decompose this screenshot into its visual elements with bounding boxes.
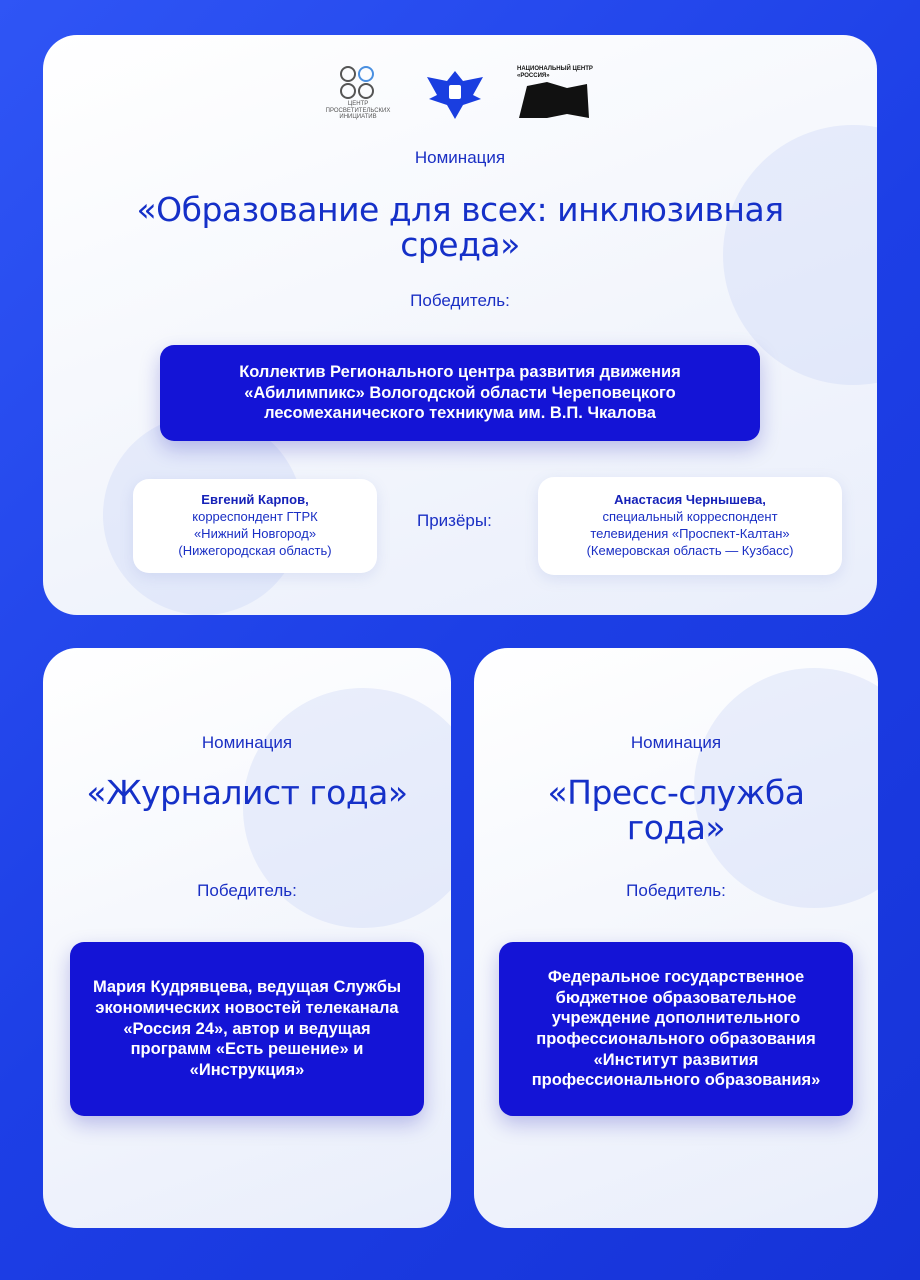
nomination-card-journalist [43, 648, 451, 1228]
prizes-label: Призёры: [417, 511, 492, 530]
winner-box: Мария Кудрявцева, ведущая Службы экономических новостей телеканала «Россия 24», автор и ведущая программ «Есть решение» и «Инструкция» [70, 942, 424, 1116]
logos [43, 65, 877, 121]
nomination-card-inclusive [43, 35, 877, 615]
nomination-card-press-service [474, 648, 878, 1228]
winner-label: Победитель: [197, 881, 297, 900]
prize-card: Анастасия Чернышева, специальный корреспондент телевидения «Проспект-Калтан» (Кемеровская область — Кузбасс) [538, 477, 842, 575]
nomination-label: Номинация [630, 733, 722, 752]
nomination-label: Номинация [201, 733, 293, 752]
winner-box: Федеральное государственное бюджетное образовательное учреждение дополнительного профессионального образования «Институт развития профессионального образования» [499, 942, 853, 1116]
center-logo-icon [338, 65, 378, 101]
winner-box: Коллектив Регионального центра развития движения «Абилимпикс» Вологодской области Череповецкого лесомеханического техникума им. В.П. Чкалова [160, 345, 760, 441]
nomination-title: «Журналист года» [86, 773, 408, 812]
nomination-title: «Пресс-служба года» [547, 773, 805, 847]
nomination-label: Номинация [414, 148, 506, 167]
winner-label: Победитель: [410, 291, 510, 310]
leopard-icon [517, 80, 591, 120]
winner-label: Победитель: [626, 881, 726, 900]
national-center-logo: НАЦИОНАЛЬНЫЙ ЦЕНТР «РОССИЯ» [517, 66, 597, 119]
prize-card: Евгений Карпов, корреспондент ГТРК «Нижний Новгород» (Нижегородская область) [133, 479, 377, 573]
eagle-emblem-icon [423, 65, 487, 121]
nomination-title: «Образование для всех: инклюзивная среда» [136, 190, 784, 264]
center-logo: ЦЕНТР ПРОСВЕТИТЕЛЬСКИХ ИНИЦИАТИВ [323, 65, 393, 121]
